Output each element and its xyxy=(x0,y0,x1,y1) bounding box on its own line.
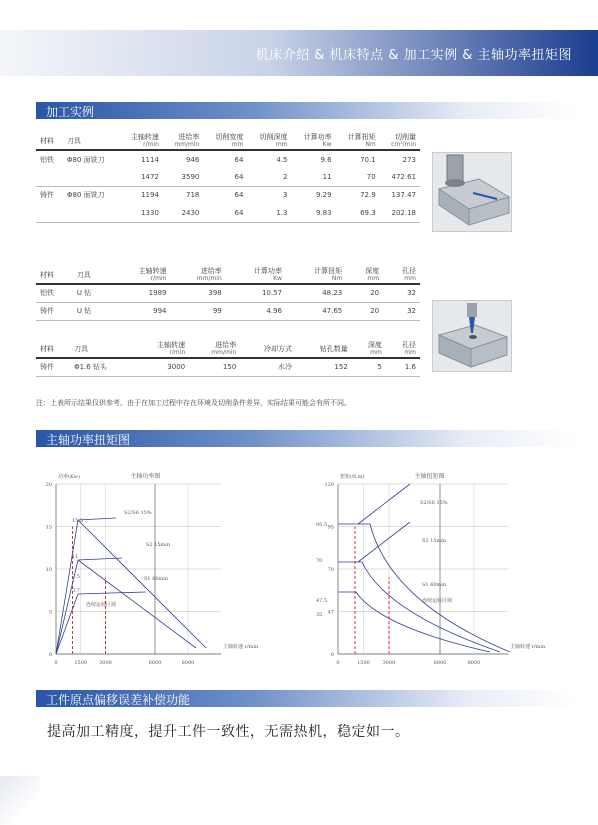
table-cell: 64 xyxy=(203,204,247,222)
table-header-cell: 主轴转速 r/min xyxy=(110,266,170,284)
table-cell: 150 xyxy=(189,358,240,376)
face-milling-illustration xyxy=(432,152,512,232)
chart-title: 主轴扭矩图 xyxy=(414,473,445,480)
y-tick-label: 120 xyxy=(324,482,334,488)
chart-annotation: S2 15min xyxy=(146,542,171,548)
table-cell: 9.83 xyxy=(292,204,336,222)
table-header-cell: 深度 mm xyxy=(352,340,386,358)
table-cell: 10.57 xyxy=(226,284,286,302)
table-cell: 994 xyxy=(110,302,170,320)
table-cell: 64 xyxy=(203,168,247,186)
chart-annotation: 47.5 xyxy=(316,598,328,604)
table-header-cell: 进给率 mm/min xyxy=(170,266,225,284)
table-header-cell: 计算扭矩 Nm xyxy=(336,132,380,150)
face-milling-icon xyxy=(433,153,511,231)
section-title-examples: 加工实例 xyxy=(46,105,95,119)
chart-annotation: 连续运转区域 xyxy=(86,602,117,608)
series-line-4 xyxy=(358,484,410,524)
y-tick-label: 47 xyxy=(327,609,334,616)
table-cell: 64 xyxy=(234,155,244,164)
x-tick-label: 1500 xyxy=(74,660,88,666)
feature-description: 提高加工精度，提升工件一致性，无需热机，稳定如一。 xyxy=(47,724,410,740)
table-cell xyxy=(36,168,63,186)
y-tick-label: 5 xyxy=(48,609,52,616)
section-title-chart: 主轴功率扭矩图 xyxy=(46,433,131,447)
x-axis-label: 主轴转速 r/min xyxy=(223,644,259,650)
table-cell: 铸件 xyxy=(36,358,70,376)
table-header-cell: 计算扭矩 Nm xyxy=(286,266,346,284)
y-tick-label: 95 xyxy=(327,524,334,531)
table-cell: 11 xyxy=(292,168,336,186)
table-cell: 69.3 xyxy=(336,204,380,222)
table-header-cell: 孔径 mm xyxy=(383,266,420,284)
table-row xyxy=(36,302,420,320)
table-cell: 946 xyxy=(185,155,200,164)
table-header-cell: 进给率 mm/min xyxy=(163,132,203,150)
table-header-cell: 刀具 xyxy=(63,132,119,150)
table-cell: 3000 xyxy=(133,358,189,376)
table-cell xyxy=(63,168,119,186)
table-cell: 铸件 xyxy=(40,191,54,200)
tapping-table xyxy=(36,340,420,377)
table-cell: 1.6 xyxy=(386,358,420,376)
table-cell: 137.47 xyxy=(391,191,416,200)
table-cell: U 钻 xyxy=(73,302,110,320)
section-title-feature: 工件原点偏移误差补偿功能 xyxy=(46,693,191,707)
corner-decoration xyxy=(0,776,40,825)
chart-annotation: S1 60min xyxy=(144,576,169,582)
table-cell: Φ1.6 钻头 xyxy=(70,358,133,376)
table-row xyxy=(36,204,420,222)
chart-annotation: 连续运转区域 xyxy=(422,598,453,604)
table-cell: 72.9 xyxy=(360,191,376,200)
table-cell: 1114 xyxy=(141,155,159,164)
x-tick-label: 8000 xyxy=(181,660,195,666)
table-cell: Φ80 面铣刀 xyxy=(66,155,105,164)
table-header-cell: 材料 xyxy=(36,132,63,150)
table-cell: 20 xyxy=(346,284,383,302)
table-header-cell: 计算功率 Kw xyxy=(226,266,286,284)
table-cell: 水冷 xyxy=(240,358,296,376)
table-cell: 1472 xyxy=(119,168,163,186)
chart-annotation: S2 15min xyxy=(422,538,447,544)
x-tick-label: 1500 xyxy=(357,660,370,666)
table-cell: 1.3 xyxy=(247,204,291,222)
y-axis-label: 扭矩(N.m) xyxy=(340,474,365,480)
section-bar-chart xyxy=(36,430,576,447)
chart-annotation: 3.7 xyxy=(72,588,80,594)
section-bar-examples xyxy=(36,102,576,119)
chart-annotation: S2/S6 15% xyxy=(420,500,448,506)
table-cell: 3590 xyxy=(163,168,203,186)
table-header-cell: 计算功率 Kw xyxy=(292,132,336,150)
y-tick-label: 10 xyxy=(45,567,52,573)
table-cell: 9.6 xyxy=(320,155,332,164)
table-header-cell: 材料 xyxy=(36,266,73,284)
table-row xyxy=(36,150,420,168)
table-cell: 9.29 xyxy=(316,191,332,200)
series-line-3 xyxy=(338,592,490,652)
section-bar-feature xyxy=(36,690,576,707)
table-header-cell: 深度 mm xyxy=(346,266,383,284)
table-header-cell: 材料 xyxy=(36,340,70,358)
table-row xyxy=(36,358,420,376)
table-row xyxy=(36,168,420,186)
drilling-illustration xyxy=(432,300,512,372)
table-cell: 202.18 xyxy=(380,204,420,222)
series-line-2 xyxy=(338,562,500,652)
power-chart xyxy=(36,458,266,670)
table-cell: 70 xyxy=(336,168,380,186)
y-tick-label: 70 xyxy=(327,567,334,573)
chart-annotation: S1 60min xyxy=(422,582,447,588)
y-tick-label: 15 xyxy=(45,524,52,531)
y-tick-label: 20 xyxy=(45,482,52,488)
table-header-cell: 钻孔数量 xyxy=(296,340,352,358)
table-header-cell: 孔径 mm xyxy=(386,340,420,358)
x-tick-label: 6000 xyxy=(433,660,447,666)
series-line-5 xyxy=(358,522,410,562)
chart-annotation: S2/S6 15% xyxy=(124,510,152,516)
y-tick-label: 0 xyxy=(330,652,334,658)
x-tick-label: 0 xyxy=(336,660,340,666)
y-tick-label: 0 xyxy=(48,652,52,658)
table-header-cell: 切削深度 mm xyxy=(247,132,291,150)
table-cell: 472.61 xyxy=(380,168,420,186)
table-header-cell: 刀具 xyxy=(73,266,110,284)
table-cell: 1989 xyxy=(110,284,170,302)
table-cell: 铝铁 xyxy=(40,155,54,164)
table-cell: 273 xyxy=(402,155,416,164)
y-axis-label: 功率(Kw) xyxy=(58,474,80,480)
table-cell: 64 xyxy=(234,191,244,200)
table-cell: 4.96 xyxy=(226,302,286,320)
series-line-4 xyxy=(78,520,206,648)
table-header-cell: 主轴转速 r/min xyxy=(133,340,189,358)
series-line-1 xyxy=(56,518,116,654)
table-cell: 398 xyxy=(170,284,225,302)
table-header-cell: 进给率 mm/min xyxy=(189,340,240,358)
x-tick-label: 3000 xyxy=(99,660,112,666)
header-title: 机床介绍 & 机床特点 & 加工实例 & 主轴功率扭矩图 xyxy=(255,48,572,63)
table-cell: 47.65 xyxy=(286,302,346,320)
x-tick-label: 8000 xyxy=(467,660,481,666)
table-cell: U 钻 xyxy=(73,284,110,302)
table-header-cell: 主轴转速 r/min xyxy=(119,132,163,150)
table-cell: 32 xyxy=(383,284,420,302)
table-cell: 铝铁 xyxy=(36,284,73,302)
x-tick-label: 0 xyxy=(54,660,58,666)
chart-annotation: 15.5 xyxy=(72,518,84,524)
table-cell: Φ80 面铣刀 xyxy=(66,191,105,200)
table-row xyxy=(36,186,420,204)
table-cell: 718 xyxy=(185,191,200,200)
table-row xyxy=(36,284,420,302)
table-cell: 2430 xyxy=(163,204,203,222)
table-cell: 32 xyxy=(383,302,420,320)
chart-annotation: 95.5 xyxy=(316,522,328,528)
torque-chart xyxy=(310,462,560,670)
table-header-cell: 切削量 cm³/min xyxy=(380,132,420,150)
note-text: 注：上表所示结果仅供参考。由于在加工过程中存在环境及切削条件差异，实际结果可能会有所不同。 xyxy=(36,399,351,407)
chart-annotation: 11 xyxy=(72,554,79,560)
table-cell: 70.1 xyxy=(360,155,376,164)
table-cell xyxy=(36,204,63,222)
table-header-cell: 冷却方式 xyxy=(240,340,296,358)
table-cell: 20 xyxy=(346,302,383,320)
table-cell: 48.23 xyxy=(286,284,346,302)
x-tick-label: 3000 xyxy=(382,660,396,666)
x-axis-label: 主轴转速 r/min xyxy=(510,644,546,650)
chart-title: 主轴功率图 xyxy=(130,473,161,480)
chart-annotation: 35 xyxy=(316,612,323,618)
table-cell: 1330 xyxy=(119,204,163,222)
chart-annotation: 70 xyxy=(316,558,323,564)
table-header-cell: 刀具 xyxy=(70,340,133,358)
table-cell: 3 xyxy=(283,191,288,200)
table-header-cell: 切削宽度 mm xyxy=(203,132,247,150)
table-cell xyxy=(63,204,119,222)
table-cell: 1194 xyxy=(141,191,159,200)
drilling-icon xyxy=(433,301,511,371)
table-cell: 152 xyxy=(296,358,352,376)
table-cell: 99 xyxy=(170,302,225,320)
chart-annotation: 7.5 xyxy=(72,574,80,580)
table-cell: 5 xyxy=(352,358,386,376)
x-tick-label: 6000 xyxy=(148,660,162,666)
table-cell: 4.5 xyxy=(276,155,288,164)
drilling-table xyxy=(36,266,420,321)
milling-table xyxy=(36,132,420,223)
table-cell: 2 xyxy=(247,168,291,186)
table-cell: 铸件 xyxy=(36,302,73,320)
